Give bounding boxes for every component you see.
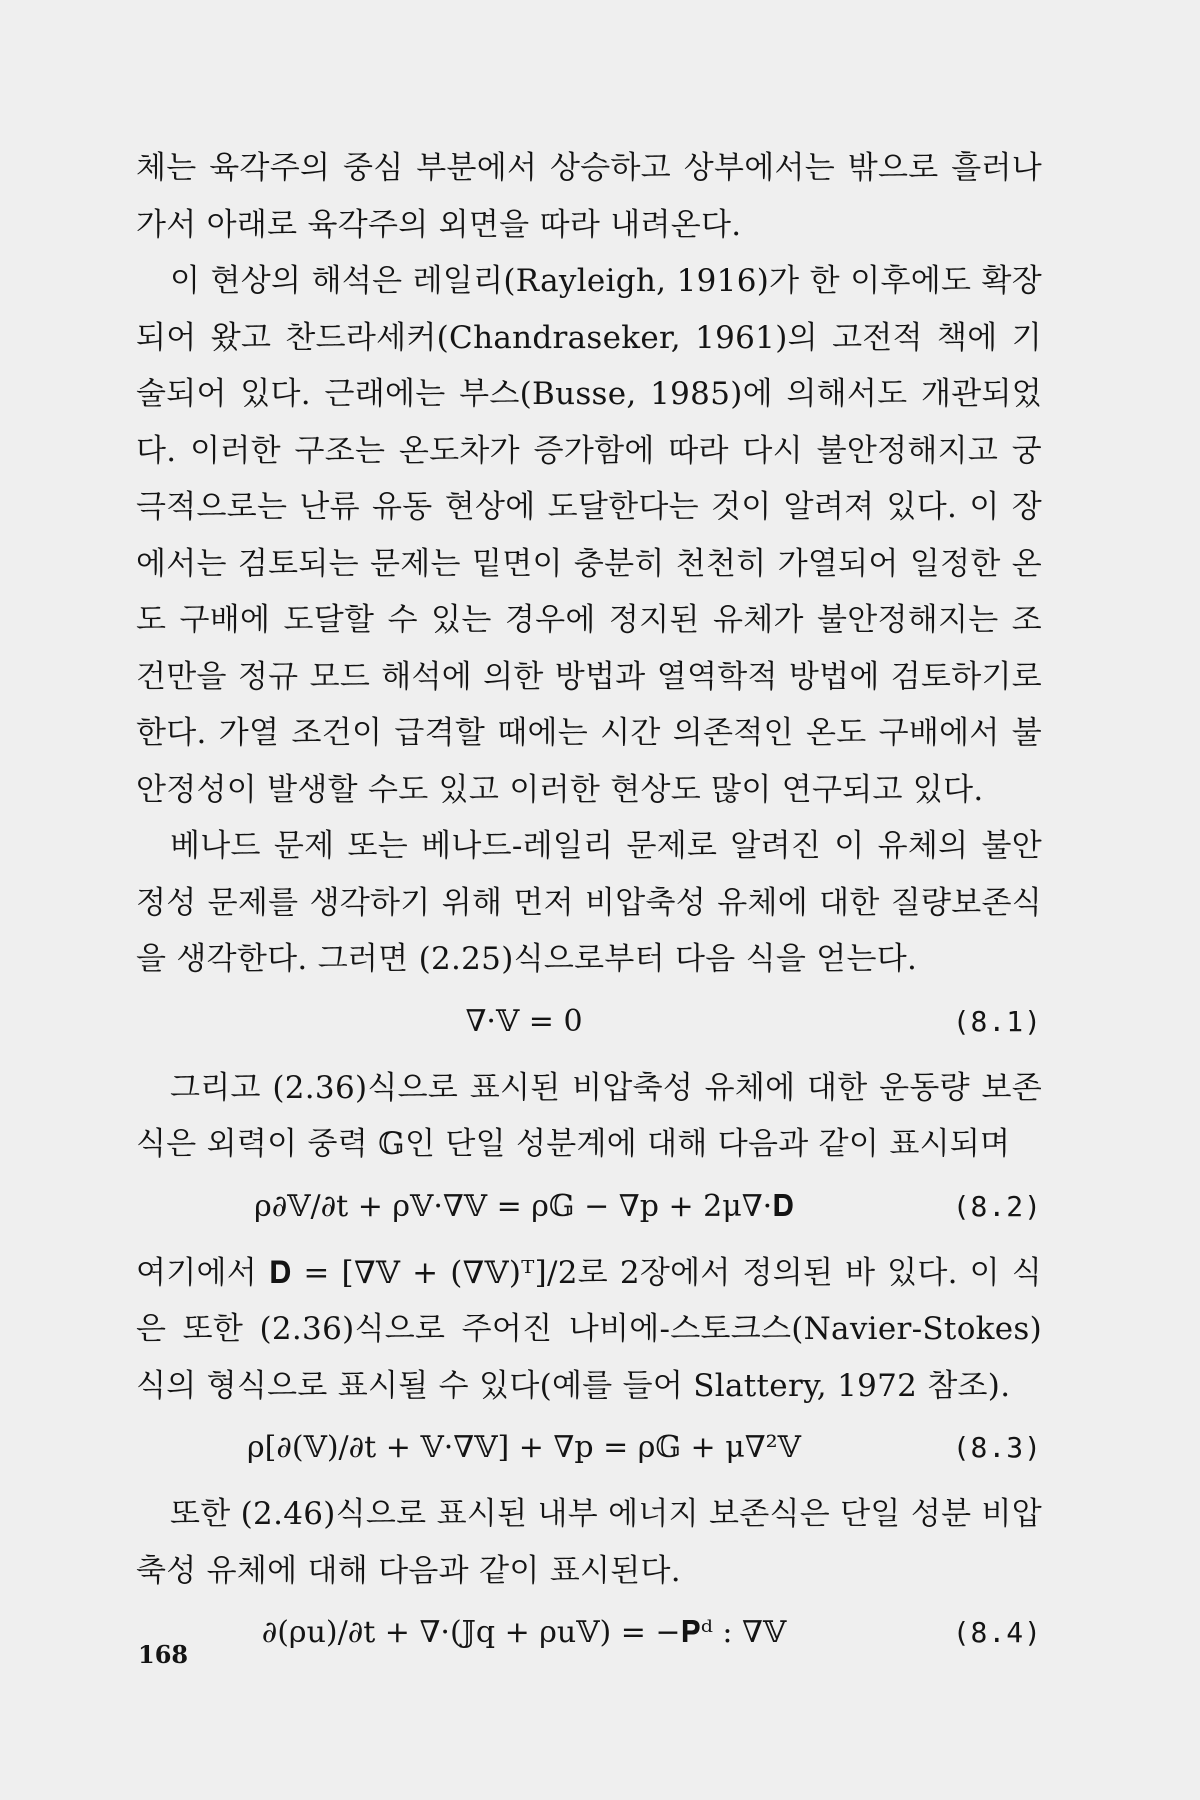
paragraph-1: 체는 육각주의 중심 부분에서 상승하고 상부에서는 밖으로 흘러나가서 아래로 육각주의 외면을 따라 내려온다. [136,150,1042,243]
body-text [136,140,1042,1671]
paragraph-4: 그리고 (2.36)식으로 표시된 비압축성 유체에 대한 운동량 보존식은 외력이 중력 𝔾인 단일 성분계에 대해 다음과 같이 표시되며 [136,1069,1042,1162]
paragraph-6: 또한 (2.46)식으로 표시된 내부 에너지 보존식은 단일 성분 비압축성 유체에 대해 다음과 같이 표시된다. [136,1496,1042,1589]
equation-8-1 [136,988,1042,1060]
paragraph-5: 여기에서 𝐃 = [∇𝕍 + (∇𝕍)ᵀ]/2로 2장에서 정의된 바 있다. 이 식은 또한 (2.36)식으로 주어진 나비에-스토크스(Navier-Stokes)식의 형식으로 표시될 수 있다(예를 들어 Slattery, 1972 참조). [136,1254,1042,1404]
equation-number: (8.4) [952,1616,1042,1649]
equation-number: (8.2) [952,1189,1042,1223]
equation-number: (8.1) [952,1004,1042,1038]
paragraph-3: 베나드 문제 또는 베나드-레일리 문제로 알려진 이 유체의 불안정성 문제를 생각하기 위해 먼저 비압축성 유체에 대한 질량보존식을 생각한다. 그러면 (2.25)식으로부터 다음 식을 얻는다. [136,828,1042,977]
paragraph-2: 이 현상의 해석은 레일리(Rayleigh, 1916)가 한 이후에도 확장되어 왔고 찬드라세커(Chandraseker, 1961)의 고전적 책에 기술되어 있다. 근래에는 부스(Busse, 1985)에 의해서도 개관되었다. 이러한 구조는 온도차가 증가함에 따라 다시 불안정해지고 궁극적으로는 난류 유동 현상에 도달한다는 것이 알려져 있다. 이 장에서는 검토되는 문제는 밑면이 충분히 천천히 가열되어 일정한 온도 구배에 도달할 수 있는 경우에 정지된 유체가 불안정해지는 조건만을 정규 모드 해석에 의한 방법과 열역학적 방법에 검토하기로 한다. 가열 조건이 급격할 때에는 시간 의존적인 온도 구배에서 불안정성이 발생할 수도 있고 이러한 현상도 많이 연구되고 있다. [136,263,1042,808]
equation-number: (8.3) [952,1431,1042,1464]
equation-expression: ∇·𝕍 = 0 [465,1003,583,1039]
page-number: 168 [138,1640,189,1669]
equation-expression: ρ[∂(𝕍)/∂t + 𝕍·∇𝕍] + ∇p = ρ𝔾 + μ∇²𝕍 [247,1430,801,1465]
equation-8-4 [136,1599,1042,1671]
equation-expression: ∂(ρu)/∂t + ∇·(𝕁q + ρu𝕍) = −𝐏ᵈ : ∇𝕍 [261,1615,787,1650]
equation-8-3 [136,1414,1042,1486]
equation-8-2 [136,1173,1042,1245]
equation-expression: ρ∂𝕍/∂t + ρ𝕍·∇𝕍 = ρ𝔾 − ∇p + 2μ∇·𝐃 [254,1188,794,1224]
